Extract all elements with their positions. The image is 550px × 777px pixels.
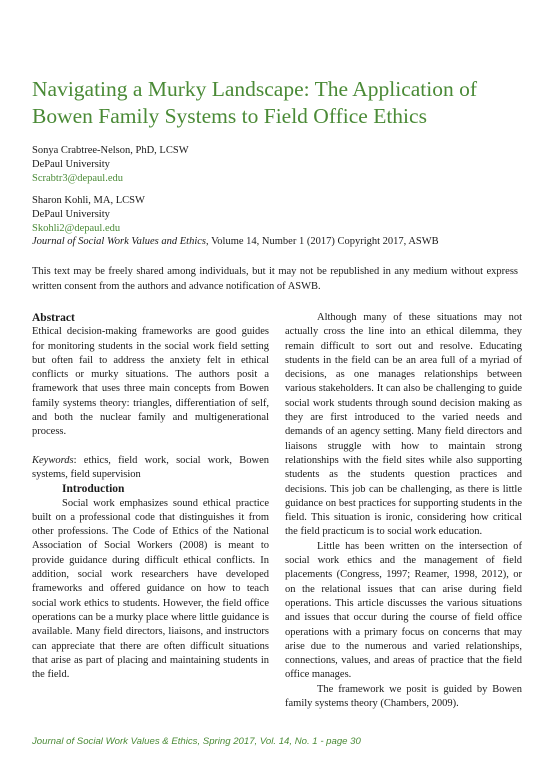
author-affiliation: DePaul University — [32, 209, 110, 220]
author-name: Sonya Crabtree-Nelson, PhD, LCSW — [32, 145, 189, 156]
author-email-link[interactable]: Skohli2@depaul.edu — [32, 223, 121, 234]
abstract-text: Ethical decision-making frameworks are good guides for monitoring students in the social work field setting but often fail to address the anxiety felt in ethical conflicts or murky situations. The authors posit a framework that uses three main concepts from Bowen family systems theory: triangles, differentiation of self, and both the nuclear family and multigenerational process. — [32, 326, 269, 438]
author-affiliation: DePaul University — [32, 159, 110, 170]
copyright-notice: This text may be freely shared among individuals, but it may not be republished in any medium without express written consent from the authors and advance notification of ASWB. — [32, 266, 518, 292]
abstract-heading: Abstract — [32, 312, 75, 324]
body-paragraph: Little has been written on the intersection of social work ethics and the management of field placements (Congress, 1997; Reamer, 1998, 2012), or on the relational issues that can arise during field operations. This article discusses the various situations and issues that occur during the course of field office operations with a primary focus on concerns that may arise due to the numerous and varied relationships, connections, values, and areas of practice that the field office manages. — [285, 540, 522, 681]
keywords — [32, 454, 269, 483]
keywords-list: : ethics, field work, social work, Bowen systems, field supervision — [32, 454, 269, 480]
journal-name: Journal of Social Work Values and Ethics — [32, 236, 207, 247]
author-block-1 — [32, 144, 189, 186]
author-block-2 — [32, 194, 145, 236]
author-email-link[interactable]: Scrabtr3@depaul.edu — [32, 173, 124, 184]
article-title: Navigating a Murky Landscape: The Application of Bowen Family Systems to Field Office Ethics — [32, 77, 478, 128]
author-name: Sharon Kohli, MA, LCSW — [32, 195, 145, 206]
right-column — [285, 311, 522, 711]
citation-line — [32, 236, 439, 247]
introduction-heading: Introduction — [62, 483, 125, 496]
left-column — [32, 311, 269, 682]
introduction-paragraph: Social work emphasizes sound ethical practice built on a professional code that distinguishes it from other professions. The Code of Ethics of the National Association of Social Workers (2008) is meant to provide guidance during difficult ethical conflicts. In addition, social work researchers have developed frameworks and offered guidance on how to teach social work ethics to students. However, the field office operations can be a murky place where little guidance is available. Many field directors, liaisons, and instructors can appreciate that there are often difficult situations that arise as part of placing and maintaining students in the field. — [32, 497, 269, 681]
citation-details: , Volume 14, Number 1 (2017) Copyright 2017, ASWB — [206, 236, 439, 247]
page-footer: Journal of Social Work Values & Ethics, Spring 2017, Vol. 14, No. 1 - page 30 — [32, 736, 361, 747]
keywords-label: Keywords — [32, 454, 74, 466]
body-paragraph: Although many of these situations may not actually cross the line into an ethical dilemma, they remain difficult to sort out and resolve. Educating students in the field can be an area full of a myriad of decisions, as one manages relationships between various stakeholders. It can also be challenging to guide social work students through sound decision making as they are first introduced to the varied needs and demands of an agency setting. Many field directors and liaisons struggle with how to maintain strong relationships with the field sites while also supporting students as the students question practices and decisions. This job can be challenging, as there is little guidance on best practices for supporting students in the field. This situation is ironic, considering how critical the field practicum is to social work education. — [285, 312, 522, 538]
body-paragraph: The framework we posit is guided by Bowen family systems theory (Chambers, 2009). — [285, 683, 522, 710]
